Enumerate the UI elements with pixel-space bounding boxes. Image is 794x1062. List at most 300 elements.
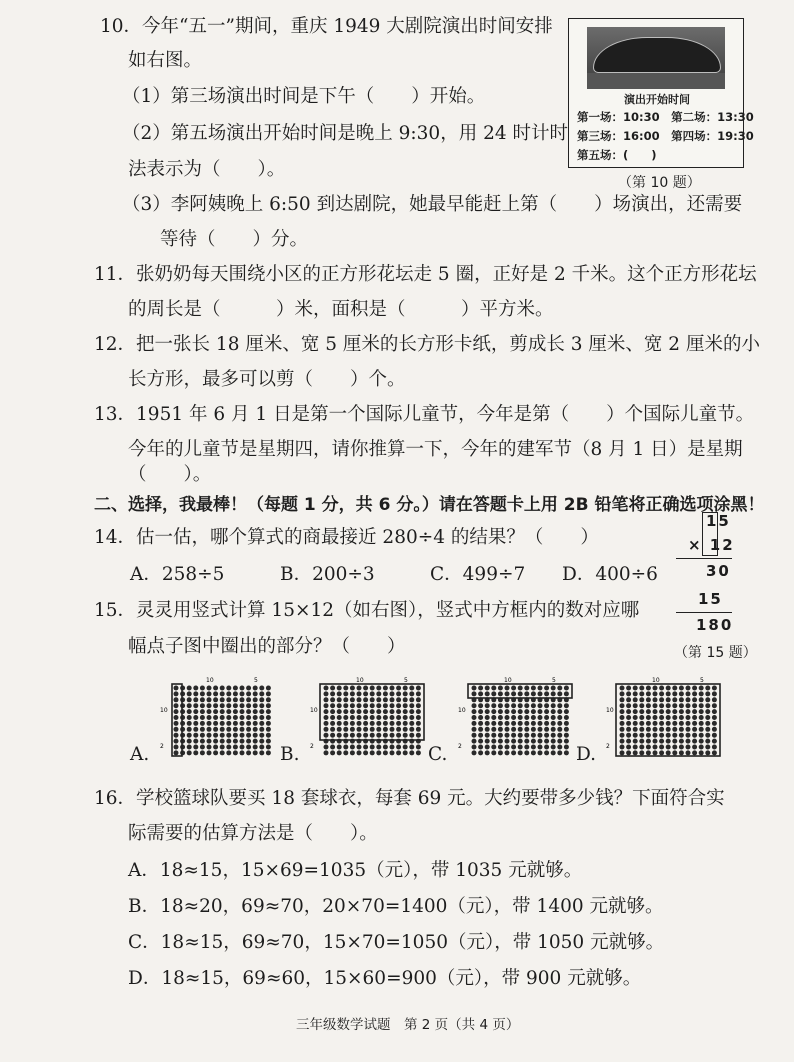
grid-dot [226,745,231,750]
grid-dot [699,697,704,702]
grid-dot [646,750,651,755]
grid-dot [220,721,225,726]
dot-grid-option-d [604,676,724,758]
grid-dot [207,697,212,702]
grid-dot [330,745,335,750]
grid-dot [253,745,258,750]
grid-dot [544,750,549,755]
grid-dot [357,715,362,720]
q11-line1: 11．张奶奶每天围绕小区的正方形花坛走 5 圈，正好是 2 千米。这个正方形花坛 [94,264,757,285]
grid-dot [240,750,245,755]
grid-dot [213,709,218,714]
grid-dot [246,721,251,726]
grid-dot [324,745,329,750]
q11-line2: 的周长是（ ）米，面积是（ ）平方米。 [128,299,554,320]
grid-dot [240,745,245,750]
grid-dot [343,697,348,702]
grid-dot [692,733,697,738]
grid-dot [200,691,205,696]
grid-dot [213,686,218,691]
grid-a-side-label-2: 2 [160,743,164,750]
grid-dot [472,715,477,720]
grid-dot [200,686,205,691]
grid-dot [376,733,381,738]
grid-dot [699,686,704,691]
theater-photo [587,27,725,89]
grid-dot [200,715,205,720]
grid-dot [505,686,510,691]
grid-dot [233,709,238,714]
grid-dot [505,691,510,696]
grid-dot [491,739,496,744]
grid-dot [491,745,496,750]
grid-dot [187,733,192,738]
q14-option-a: A．258÷5 [130,564,225,585]
grid-dot [524,703,529,708]
grid-dot [253,715,258,720]
grid-dot [659,691,664,696]
grid-dot [403,686,408,691]
grid-dot [653,733,658,738]
grid-dot [531,686,536,691]
grid-dot [253,709,258,714]
grid-dot [478,703,483,708]
grid-dot [538,703,543,708]
grid-dot [531,703,536,708]
dot-grid-option-c [456,676,576,758]
grid-dot [390,750,395,755]
grid-dot [376,745,381,750]
grid-dot [174,691,179,696]
grid-dot [330,733,335,738]
grid-dot [363,750,368,755]
grid-dot [330,750,335,755]
grid-dot [240,709,245,714]
grid-dot [207,750,212,755]
grid-dot [330,697,335,702]
q13-line2: 今年的儿童节是星期四，请你推算一下，今年的建军节（8 月 1 日）是星期 [128,439,743,460]
grid-dot [505,750,510,755]
grid-dot [538,721,543,726]
grid-dot [376,721,381,726]
grid-dot [659,727,664,732]
grid-dot [692,709,697,714]
grid-dot [472,691,477,696]
grid-dot [679,697,684,702]
grid-dot [620,686,625,691]
grid-dot [226,697,231,702]
grid-dot [511,733,516,738]
grid-dot [403,750,408,755]
grid-dot [376,750,381,755]
q16-option-c: C．18≈15，69≈70，15×70=1050（元），带 1050 元就够。 [128,932,665,953]
grid-dot [233,745,238,750]
grid-dot [207,745,212,750]
grid-dot [518,703,523,708]
grid-dot [396,709,401,714]
grid-dot [193,697,198,702]
grid-dot [620,703,625,708]
grid-dot [705,727,710,732]
grid-dot [337,686,342,691]
grid-dot [531,750,536,755]
grid-dot [672,686,677,691]
grid-dot [666,709,671,714]
dot-grid-option-b [308,676,428,758]
grid-dot [531,709,536,714]
grid-dot [679,727,684,732]
q10-part1: （1）第三场演出时间是下午（ ）开始。 [122,86,486,107]
grid-dot [485,703,490,708]
grid-dot [498,686,503,691]
grid-c-top-label: 10 [504,677,512,684]
grid-dot [233,686,238,691]
grid-dot [564,721,569,726]
grid-dot [403,703,408,708]
grid-dot [626,686,631,691]
grid-dot [557,686,562,691]
grid-dot [633,691,638,696]
grid-dot [705,697,710,702]
grid-dot [551,703,556,708]
grid-dot [712,697,717,702]
grid-dot [233,739,238,744]
grid-dot [666,697,671,702]
grid-dot [531,727,536,732]
grid-dot [220,686,225,691]
grid-dot [511,739,516,744]
grid-dot [538,733,543,738]
grid-dot [363,691,368,696]
grid-dot [253,703,258,708]
vert-line-2 [676,612,732,613]
grid-dot [357,697,362,702]
grid-dot [390,691,395,696]
grid-dot [491,686,496,691]
grid-dot [337,691,342,696]
grid-dot [266,709,271,714]
grid-dot [538,739,543,744]
grid-dot [363,697,368,702]
grid-dot [207,686,212,691]
grid-dot [524,739,529,744]
grid-dot [416,686,421,691]
grid-dot [626,721,631,726]
grid-dot [538,750,543,755]
grid-dot [350,703,355,708]
grid-dot [187,727,192,732]
grid-dot [357,703,362,708]
grid-dot [357,745,362,750]
grid-dot [343,750,348,755]
q10-part3-line1: （3）李阿姨晚上 6:50 到达剧院，她最早能赶上第（ ）场演出，还需要 [122,194,743,215]
grid-dot [390,727,395,732]
grid-dot [193,733,198,738]
grid-dot [524,709,529,714]
grid-dot [363,745,368,750]
grid-dot [240,691,245,696]
grid-dot [692,721,697,726]
grid-dot [646,727,651,732]
grid-dot [666,745,671,750]
grid-dot [666,727,671,732]
grid-dot [485,715,490,720]
grid-dot [646,721,651,726]
grid-dot [200,727,205,732]
grid-dot [679,686,684,691]
grid-dot [692,686,697,691]
grid-dot [692,750,697,755]
grid-dot [207,727,212,732]
grid-dot [390,721,395,726]
grid-dot [712,739,717,744]
grid-dot [485,727,490,732]
grid-dot [187,709,192,714]
grid-dot [679,745,684,750]
q14-option-d: D．400÷6 [562,564,658,585]
grid-dot [705,715,710,720]
grid-dot [672,703,677,708]
grid-dot [557,709,562,714]
grid-dot [544,691,549,696]
grid-dot [672,709,677,714]
grid-dot [666,715,671,720]
grid-dot [253,733,258,738]
grid-a-top-label: 10 [206,677,214,684]
grid-dot [200,703,205,708]
grid-dot [672,727,677,732]
grid-dot [712,750,717,755]
grid-dot [207,739,212,744]
grid-dot [357,733,362,738]
grid-dot [472,721,477,726]
grid-dot [259,745,264,750]
grid-dot [653,709,658,714]
grid-dot [692,727,697,732]
grid-dot [705,691,710,696]
q10-line1: 10．今年“五一”期间，重庆 1949 大剧院演出时间安排 [100,16,553,37]
grid-b-side-label-2: 2 [310,743,314,750]
grid-dot [390,733,395,738]
grid-dot [551,715,556,720]
grid-dot [639,727,644,732]
grid-dot [659,697,664,702]
grid-dot [564,739,569,744]
grid-dot [240,733,245,738]
grid-dot [646,686,651,691]
grid-dot [686,727,691,732]
grid-dot [699,745,704,750]
grid-dot [363,733,368,738]
grid-dot [396,727,401,732]
grid-dot [403,727,408,732]
grid-dot [213,727,218,732]
grid-dot [485,709,490,714]
grid-dot [350,733,355,738]
vert-multiplier: × 12 [688,536,735,554]
grid-dot [564,727,569,732]
grid-dot [376,727,381,732]
q16-line2: 际需要的估算方法是（ ）。 [128,823,378,844]
grid-dot [478,715,483,720]
grid-dot [653,691,658,696]
grid-dot [350,715,355,720]
grid-b-side-label: 10 [310,707,318,714]
grid-dot [246,691,251,696]
q16-option-b: B．18≈20，69≈70，20×70=1400（元），带 1400 元就够。 [128,896,664,917]
grid-dot [193,750,198,755]
grid-dot [626,745,631,750]
grid-dot [659,739,664,744]
grid-dot [226,709,231,714]
grid-dot [220,691,225,696]
grid-dot [620,750,625,755]
grid-dot [498,739,503,744]
grid-dot [498,750,503,755]
grid-dot [376,686,381,691]
grid-dot [679,715,684,720]
grid-dot [253,697,258,702]
grid-dot [686,750,691,755]
grid-dot [472,750,477,755]
grid-dot [370,686,375,691]
grid-dot [240,727,245,732]
grid-dot [686,721,691,726]
grid-dot [337,727,342,732]
grid-dot [686,709,691,714]
grid-dot [213,750,218,755]
grid-dot [472,739,477,744]
grid-dot [524,691,529,696]
page-footer: 三年级数学试题 第 2 页（共 4 页） [296,1017,520,1033]
q15-option-c: C. [428,744,448,765]
q15-option-d: D. [576,744,597,765]
grid-dot [692,703,697,708]
grid-dot [213,739,218,744]
grid-dot [659,745,664,750]
grid-dot [259,691,264,696]
grid-dot [686,745,691,750]
grid-dot [551,733,556,738]
grid-dot [207,709,212,714]
grid-dot [246,697,251,702]
grid-dot [207,721,212,726]
q15-option-a: A. [130,744,150,765]
theater-ground [587,73,725,89]
grid-dot [409,733,414,738]
grid-dot [207,703,212,708]
grid-dot [699,691,704,696]
grid-dot [193,691,198,696]
grid-dot [620,733,625,738]
grid-dot [376,691,381,696]
grid-dot [266,691,271,696]
grid-dot [491,691,496,696]
grid-dot [330,691,335,696]
grid-dot [233,727,238,732]
grid-dot [672,733,677,738]
vert-partial-1: 30 [706,562,731,580]
grid-dot [409,750,414,755]
grid-dot [518,715,523,720]
grid-dot [672,697,677,702]
grid-dot [524,686,529,691]
grid-dot [220,709,225,714]
grid-dot [396,703,401,708]
grid-dot [639,697,644,702]
grid-dot [220,697,225,702]
grid-dot [639,721,644,726]
grid-dot [646,691,651,696]
grid-dot [686,733,691,738]
grid-dot [544,721,549,726]
grid-dot [686,739,691,744]
q10-part3-line2: 等待（ ）分。 [160,229,309,250]
grid-dot [472,709,477,714]
grid-dot [396,733,401,738]
grid-dot [174,733,179,738]
grid-dot [485,721,490,726]
grid-dot [699,715,704,720]
grid-dot [409,745,414,750]
grid-dot [659,709,664,714]
grid-dot [193,686,198,691]
grid-dot [478,686,483,691]
grid-dot [485,750,490,755]
grid-dot [193,739,198,744]
grid-dot [511,703,516,708]
grid-dot [226,715,231,720]
grid-dot [370,733,375,738]
grid-dot [226,686,231,691]
grid-dot [626,750,631,755]
grid-c-side-label-2: 2 [458,743,462,750]
grid-dot [337,721,342,726]
grid-dot [505,727,510,732]
grid-dot [498,691,503,696]
grid-dot [383,691,388,696]
grid-dot [337,715,342,720]
q13-line3: （ ）。 [128,464,212,485]
grid-dot [416,733,421,738]
grid-dot [416,697,421,702]
grid-dot [491,703,496,708]
grid-dot [200,750,205,755]
grid-dot [259,721,264,726]
grid-dot [564,686,569,691]
q16-line1: 16．学校篮球队要买 18 套球衣，每套 69 元。大约要带多少钱？下面符合实 [94,788,725,809]
grid-dot [174,686,179,691]
grid-dot [646,703,651,708]
grid-dot [564,715,569,720]
grid-dot [557,715,562,720]
grid-dot [544,715,549,720]
grid-dot [370,715,375,720]
grid-dot [633,703,638,708]
grid-dot [686,697,691,702]
grid-dot [416,721,421,726]
grid-dot [370,745,375,750]
grid-dot [626,697,631,702]
grid-dot [633,697,638,702]
grid-dot [518,733,523,738]
grid-dot [187,739,192,744]
grid-dot [620,691,625,696]
grid-dot [409,715,414,720]
grid-dot [518,709,523,714]
grid-dot [200,709,205,714]
grid-dot [253,721,258,726]
